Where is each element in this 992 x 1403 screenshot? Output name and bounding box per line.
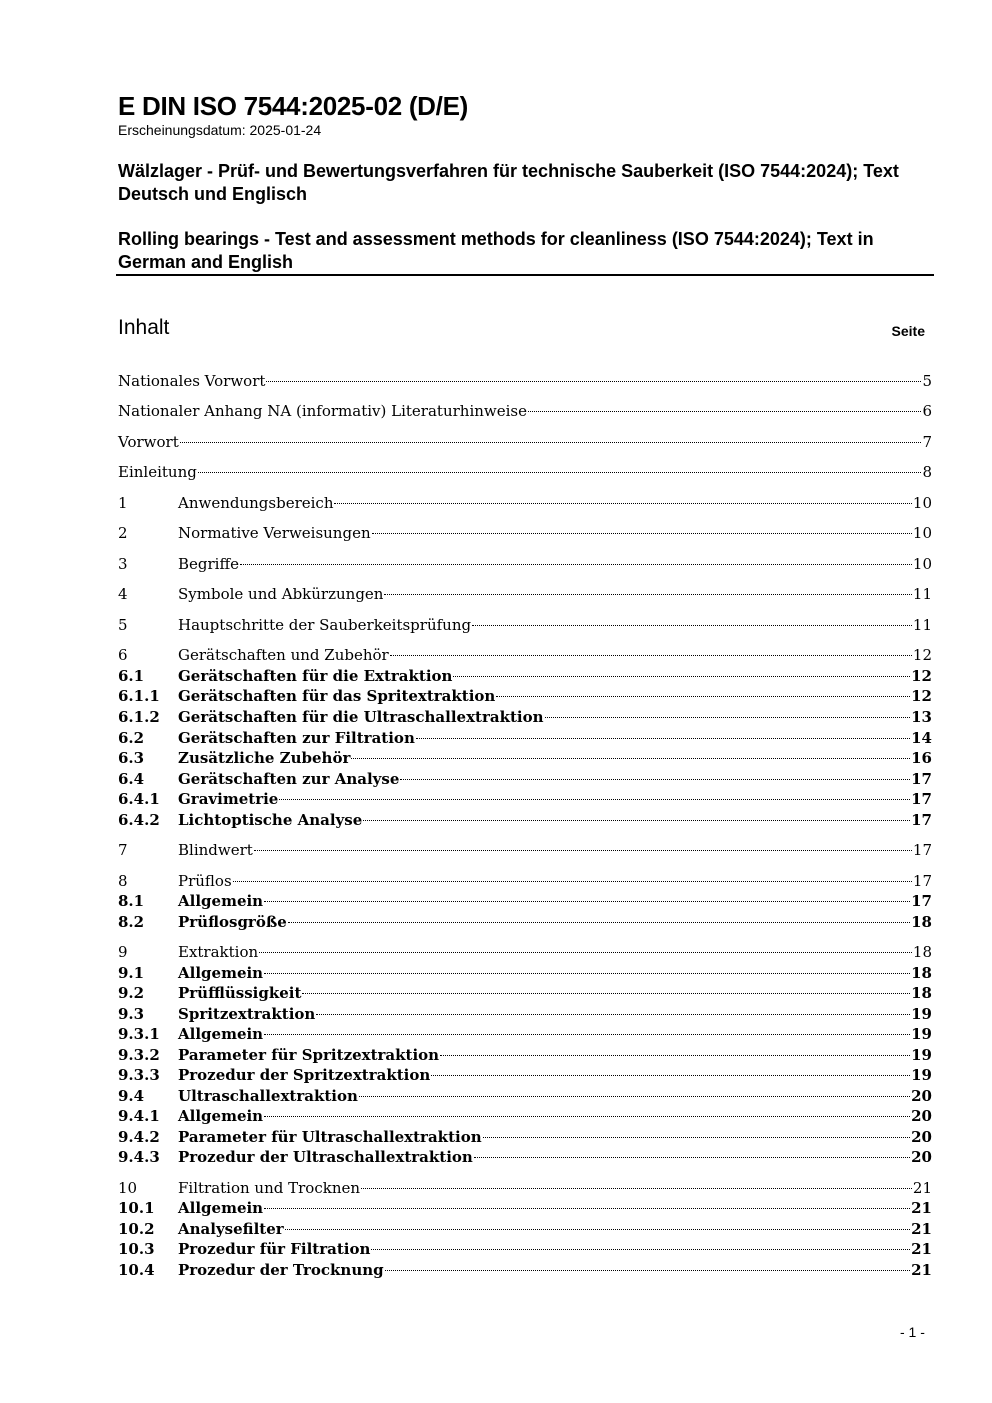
toc-entry-number: 9.3 <box>118 1005 145 1023</box>
toc-dot-leader <box>361 1187 912 1189</box>
toc-dot-leader <box>264 1207 910 1209</box>
toc-dot-leader <box>545 716 911 718</box>
toc-dot-leader <box>285 1228 910 1230</box>
toc-entry[interactable] <box>118 727 932 749</box>
toc-entry-page: 17 <box>911 790 932 808</box>
toc-entry-title: Nationaler Anhang NA (informativ) Literaturhinweise <box>118 402 527 420</box>
toc-entry-title: Spritzextraktion <box>178 1005 316 1023</box>
toc-entry[interactable] <box>118 400 932 422</box>
toc-entry[interactable] <box>118 553 932 575</box>
toc-entry[interactable] <box>118 788 932 810</box>
toc-dot-leader <box>264 900 910 902</box>
toc-entry-number: 1 <box>118 494 128 512</box>
toc-dot-leader <box>264 1033 910 1035</box>
toc-entry-title: Allgemein <box>178 892 264 910</box>
toc-entry[interactable] <box>118 870 932 892</box>
toc-dot-leader <box>288 921 910 923</box>
toc-entry-number: 10.2 <box>118 1220 155 1238</box>
toc-entry-page: 12 <box>912 646 932 664</box>
toc-entry[interactable] <box>118 614 932 636</box>
toc-entry-page: 20 <box>911 1087 932 1105</box>
toc-entry-number: 9.4.2 <box>118 1128 160 1146</box>
toc-entry-page: 17 <box>912 872 932 890</box>
toc-entry-page: 10 <box>912 494 932 512</box>
toc-entry[interactable] <box>118 890 932 912</box>
toc-dot-leader <box>198 471 922 473</box>
toc-page-label: Seite <box>891 323 925 339</box>
toc-entry[interactable] <box>118 1197 932 1219</box>
toc-dot-leader <box>233 880 912 882</box>
toc-entry-title: Nationales Vorwort <box>118 372 266 390</box>
toc-entry-page: 14 <box>911 729 932 747</box>
toc-entry-title: Ultraschallextraktion <box>178 1087 358 1105</box>
toc-entry[interactable] <box>118 1003 932 1025</box>
toc-entry-title: Analysefilter <box>178 1220 284 1238</box>
toc-entry-title: Gerätschaften für die Ultraschallextraktion <box>178 708 544 726</box>
toc-entry-title: Einleitung <box>118 463 197 481</box>
toc-entry-page: 19 <box>911 1066 932 1084</box>
toc-entry-title: Prüflos <box>178 872 232 890</box>
toc-entry-title: Allgemein <box>178 964 264 982</box>
toc-dot-leader <box>528 410 921 412</box>
toc-entry-title: Prozedur der Spritzextraktion <box>178 1066 431 1084</box>
toc-entry[interactable] <box>118 492 932 514</box>
toc-entry[interactable] <box>118 706 932 728</box>
toc-entry[interactable] <box>118 911 932 933</box>
toc-entry-number: 9.3.2 <box>118 1046 160 1064</box>
toc-dot-leader <box>302 992 910 994</box>
toc-dot-leader <box>279 798 910 800</box>
toc-entry-title: Symbole und Abkürzungen <box>178 585 384 603</box>
toc-entry[interactable] <box>118 941 932 963</box>
toc-dot-leader <box>359 1095 910 1097</box>
toc-entry-title: Parameter für Ultraschallextraktion <box>178 1128 482 1146</box>
toc-entry-title: Anwendungsbereich <box>178 494 334 512</box>
toc-dot-leader <box>254 849 912 851</box>
toc-dot-leader <box>453 675 910 677</box>
toc-entry-title: Gerätschaften zur Analyse <box>178 770 400 788</box>
toc-entry-page: 8 <box>922 463 932 481</box>
toc-entry-number: 9.2 <box>118 984 145 1002</box>
toc-entry-page: 20 <box>911 1107 932 1125</box>
toc-entry-title: Hauptschritte der Sauberkeitsprüfung <box>178 616 472 634</box>
toc-entry-page: 7 <box>922 433 932 451</box>
toc-dot-leader <box>385 1269 910 1271</box>
toc-entry[interactable] <box>118 1023 932 1045</box>
toc-entry-title: Normative Verweisungen <box>178 524 371 542</box>
toc-entry-number: 6.3 <box>118 749 145 767</box>
toc-entry-title: Lichtoptische Analyse <box>178 811 363 829</box>
toc-entry[interactable] <box>118 1044 932 1066</box>
toc-entry-title: Allgemein <box>178 1107 264 1125</box>
toc-entry-number: 6.4.1 <box>118 790 160 808</box>
toc-entry-number: 10 <box>118 1179 138 1197</box>
toc-entry-page: 21 <box>911 1220 932 1238</box>
toc-dot-leader <box>416 737 910 739</box>
toc-entry-page: 17 <box>911 770 932 788</box>
toc-entry[interactable] <box>118 962 932 984</box>
toc-entry-page: 20 <box>911 1128 932 1146</box>
toc-dot-leader <box>334 502 911 504</box>
toc-entry[interactable] <box>118 685 932 707</box>
toc-entry-title: Prozedur für Filtration <box>178 1240 371 1258</box>
toc-entry-number: 10.4 <box>118 1261 155 1279</box>
document-number: E DIN ISO 7544:2025-02 (D/E) <box>118 91 468 121</box>
toc-entry-title: Gerätschaften für das Spritextraktion <box>178 687 496 705</box>
toc-dot-leader <box>264 972 910 974</box>
toc-dot-leader <box>363 819 910 821</box>
header-divider <box>116 274 934 276</box>
toc-entry-number: 4 <box>118 585 128 603</box>
toc-entry[interactable] <box>118 809 932 831</box>
toc-entry-page: 11 <box>912 616 932 634</box>
toc-entry-page: 10 <box>912 524 932 542</box>
toc-entry-number: 6 <box>118 646 128 664</box>
toc-entry-page: 19 <box>911 1025 932 1043</box>
title-english: Rolling bearings - Test and assessment methods for cleanliness (ISO 7544:2024); Text in German and English <box>118 229 874 272</box>
toc-entry-page: 21 <box>912 1179 932 1197</box>
toc-entry[interactable] <box>118 768 932 790</box>
toc-entry-number: 8.1 <box>118 892 145 910</box>
toc-entry-number: 8.2 <box>118 913 145 931</box>
toc-entry-title: Begriffe <box>178 555 240 573</box>
toc-entry-page: 21 <box>911 1240 932 1258</box>
toc-entry-number: 6.4.2 <box>118 811 160 829</box>
toc-entry[interactable] <box>118 1085 932 1107</box>
toc-dot-leader <box>431 1074 910 1076</box>
toc-entry-number: 9.1 <box>118 964 145 982</box>
toc-dot-leader <box>259 951 912 953</box>
toc-entry-page: 12 <box>911 667 932 685</box>
toc-entry-number: 3 <box>118 555 128 573</box>
toc-entry-page: 18 <box>911 913 932 931</box>
toc-dot-leader <box>371 1248 910 1250</box>
toc-entry[interactable] <box>118 1177 932 1199</box>
toc-dot-leader <box>390 654 912 656</box>
toc-entry-page: 16 <box>911 749 932 767</box>
toc-dot-leader <box>472 624 912 626</box>
toc-entry-page: 18 <box>911 964 932 982</box>
toc-entry[interactable] <box>118 1105 932 1127</box>
toc-entry-page: 21 <box>911 1261 932 1279</box>
toc-entry[interactable] <box>118 1126 932 1148</box>
toc-entry[interactable] <box>118 839 932 861</box>
title-german: Wälzlager - Prüf- und Bewertungsverfahren für technische Sauberkeit (ISO 7544:2024); Text Deutsch und Englisch <box>118 161 899 204</box>
toc-entry[interactable] <box>118 1259 932 1281</box>
page-number: - 1 - <box>900 1324 925 1340</box>
toc-entry-page: 20 <box>911 1148 932 1166</box>
toc-entry-page: 21 <box>911 1199 932 1217</box>
toc-entry-title: Zusätzliche Zubehör <box>178 749 351 767</box>
toc-entry-number: 9.3.3 <box>118 1066 160 1084</box>
toc-dot-leader <box>180 441 922 443</box>
toc-entry-number: 10.3 <box>118 1240 155 1258</box>
toc-entry-number: 9.4.3 <box>118 1148 160 1166</box>
toc-dot-leader <box>266 380 921 382</box>
toc-entry-number: 5 <box>118 616 128 634</box>
toc-entry-title: Gerätschaften zur Filtration <box>178 729 415 747</box>
toc-entry-number: 9.3.1 <box>118 1025 160 1043</box>
toc-dot-leader <box>483 1136 911 1138</box>
toc-entry-page: 12 <box>911 687 932 705</box>
toc-entry-page: 6 <box>922 402 932 420</box>
toc-entry[interactable] <box>118 1218 932 1240</box>
toc-dot-leader <box>316 1013 910 1015</box>
toc-entry-page: 10 <box>912 555 932 573</box>
toc-entry-number: 6.1 <box>118 667 145 685</box>
toc-dot-leader <box>240 563 912 565</box>
toc-dot-leader <box>474 1156 910 1158</box>
toc-entry-title: Blindwert <box>178 841 253 859</box>
toc-entry-title: Prüflosgröße <box>178 913 287 931</box>
toc-entry[interactable] <box>118 747 932 769</box>
toc-entry[interactable] <box>118 461 932 483</box>
toc-entry-page: 11 <box>912 585 932 603</box>
toc-entry[interactable] <box>118 1064 932 1086</box>
toc-entry[interactable] <box>118 1146 932 1168</box>
toc-entry-number: 2 <box>118 524 128 542</box>
toc-entry[interactable] <box>118 982 932 1004</box>
toc-dot-leader <box>400 778 910 780</box>
toc-entry-page: 18 <box>912 943 932 961</box>
toc-entry-page: 17 <box>911 892 932 910</box>
toc-entry-title: Allgemein <box>178 1025 264 1043</box>
toc-entry-number: 9 <box>118 943 128 961</box>
toc-entry-title: Allgemein <box>178 1199 264 1217</box>
toc-entry-number: 9.4 <box>118 1087 145 1105</box>
toc-entry[interactable] <box>118 1238 932 1260</box>
toc-entry-number: 6.1.1 <box>118 687 160 705</box>
toc-entry[interactable] <box>118 583 932 605</box>
toc-entry-title: Parameter für Spritzextraktion <box>178 1046 440 1064</box>
toc-entry-title: Prozedur der Ultraschallextraktion <box>178 1148 473 1166</box>
toc-entry-number: 7 <box>118 841 128 859</box>
toc-entry-page: 17 <box>912 841 932 859</box>
toc-entry-number: 6.2 <box>118 729 145 747</box>
toc-heading: Inhalt <box>118 316 170 339</box>
toc-dot-leader <box>384 593 911 595</box>
toc-entry-title: Vorwort <box>118 433 179 451</box>
toc-entry-title: Prozedur der Trocknung <box>178 1261 384 1279</box>
toc-dot-leader <box>351 757 910 759</box>
toc-entry-page: 18 <box>911 984 932 1002</box>
toc-entry-page: 17 <box>911 811 932 829</box>
toc-entry-title: Filtration und Trocknen <box>178 1179 361 1197</box>
release-date: Erscheinungsdatum: 2025-01-24 <box>118 122 322 138</box>
toc-entry-number: 8 <box>118 872 128 890</box>
toc-dot-leader <box>496 695 910 697</box>
toc-entry-page: 19 <box>911 1005 932 1023</box>
toc-entry-title: Extraktion <box>178 943 259 961</box>
toc-entry-number: 10.1 <box>118 1199 155 1217</box>
toc-entry-page: 13 <box>911 708 932 726</box>
toc-entry-page: 19 <box>911 1046 932 1064</box>
toc-entry[interactable] <box>118 370 932 392</box>
toc-dot-leader <box>264 1115 910 1117</box>
toc-entry-number: 6.1.2 <box>118 708 160 726</box>
toc-entry[interactable] <box>118 644 932 666</box>
toc-entry[interactable] <box>118 522 932 544</box>
toc-entry-number: 9.4.1 <box>118 1107 160 1125</box>
toc-entry-number: 6.4 <box>118 770 145 788</box>
toc-dot-leader <box>440 1054 910 1056</box>
toc-entry-title: Gravimetrie <box>178 790 279 808</box>
toc-entry-title: Prüfflüssigkeit <box>178 984 302 1002</box>
toc-entry[interactable] <box>118 665 932 687</box>
toc-entry-title: Gerätschaften für die Extraktion <box>178 667 453 685</box>
toc-entry-title: Gerätschaften und Zubehör <box>178 646 389 664</box>
toc-entry[interactable] <box>118 431 932 453</box>
toc-dot-leader <box>372 532 912 534</box>
toc-entry-page: 5 <box>922 372 932 390</box>
